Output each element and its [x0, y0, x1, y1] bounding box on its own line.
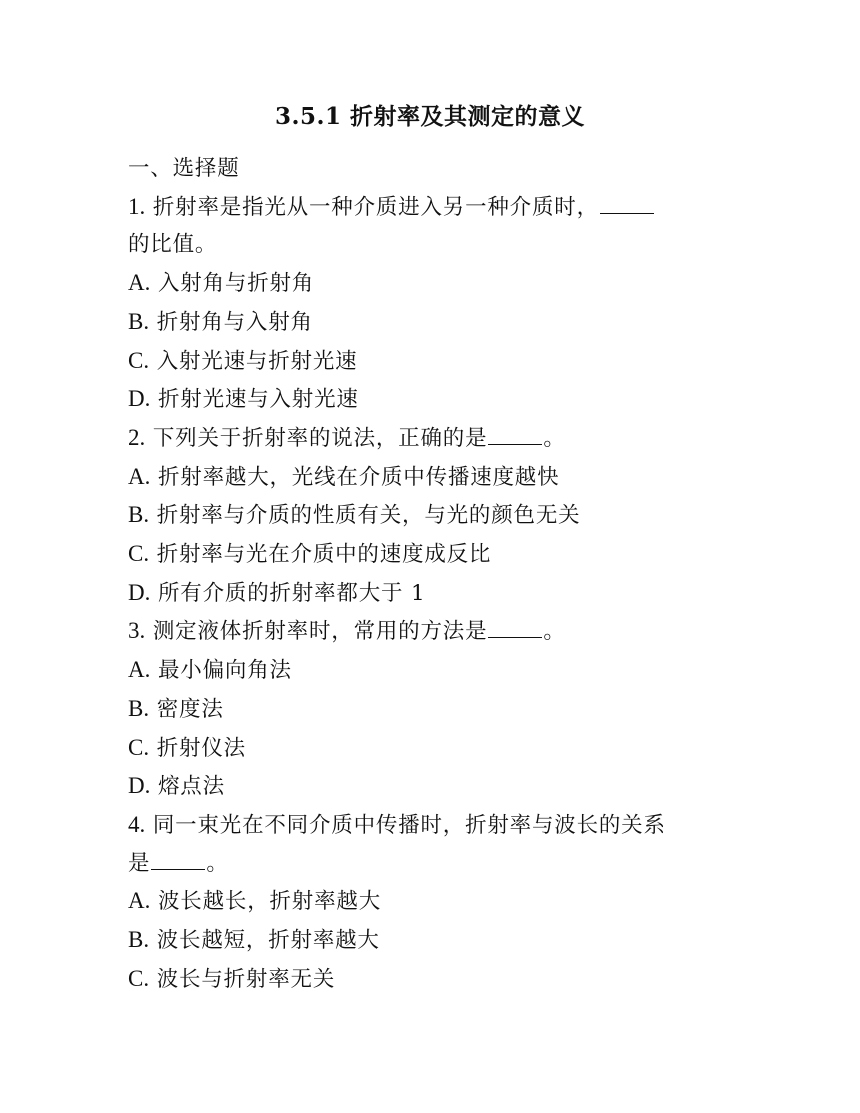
option-text: 折射角与入射角 — [149, 309, 313, 335]
option-key: C. — [128, 347, 150, 373]
answer-blank — [488, 615, 542, 638]
option-text: 入射角与折射角 — [150, 271, 315, 297]
document-title: 3.5.1 折射率及其测定的意义 — [274, 103, 586, 130]
question-4-option-c — [128, 960, 748, 999]
option-key: B. — [128, 308, 150, 334]
option-text: 折射光速与入射光速 — [150, 387, 359, 413]
question-1-stem-continued: 的比值。 — [128, 232, 218, 258]
option-key: A. — [128, 888, 151, 914]
question-3-option-a — [128, 651, 748, 690]
question-number: 3. — [128, 618, 146, 644]
question-1-option-d — [128, 380, 748, 419]
question-4-stem — [128, 806, 748, 845]
option-key: C. — [128, 734, 150, 760]
question-2-option-c — [128, 535, 748, 574]
option-text: 波长与折射率无关 — [149, 966, 336, 992]
question-text-end: 。 — [206, 850, 229, 876]
question-4-option-a — [128, 882, 748, 921]
question-3-option-d — [128, 767, 748, 806]
option-key: B. — [128, 695, 150, 721]
section-heading: 一、选择题 — [128, 156, 240, 181]
option-key: C. — [128, 541, 150, 567]
option-key: A. — [128, 657, 151, 683]
question-text: 同一束光在不同介质中传播时，折射率与波长的关系 — [145, 812, 666, 838]
question-2-stem — [128, 419, 748, 458]
question-text: 是 — [128, 850, 151, 876]
question-text-end: 。 — [543, 619, 566, 645]
question-text: 下列关于折射率的说法，正确的是 — [145, 425, 488, 451]
question-text-end: 。 — [543, 425, 566, 451]
option-text: 折射率越大，光线在介质中传播速度越快 — [150, 464, 560, 490]
question-2-option-b — [128, 496, 748, 535]
question-1-stem — [128, 188, 748, 227]
option-key: B. — [128, 927, 150, 953]
question-4-stem-continued — [128, 845, 748, 883]
option-key: D. — [128, 386, 151, 412]
answer-blank — [488, 422, 542, 445]
option-text: 密度法 — [149, 696, 224, 722]
question-text: 折射率是指光从一种介质进入另一种介质时， — [145, 194, 599, 220]
question-1-option-b — [128, 303, 748, 342]
question-3-option-c — [128, 729, 748, 768]
option-text: 最小偏向角法 — [150, 658, 292, 684]
option-text: 入射光速与折射光速 — [149, 348, 358, 374]
question-2-option-a — [128, 458, 748, 497]
option-text: 所有介质的折射率都大于 1 — [150, 580, 426, 606]
option-text: 折射仪法 — [149, 735, 246, 761]
option-text: 熔点法 — [150, 774, 225, 800]
question-3-stem — [128, 612, 748, 651]
question-text: 测定液体折射率时，常用的方法是 — [145, 619, 488, 645]
question-1-option-a — [128, 264, 748, 303]
option-key: A. — [128, 463, 151, 489]
option-key: B. — [128, 502, 150, 528]
question-number: 2. — [128, 424, 146, 450]
option-key: D. — [128, 579, 151, 605]
option-text: 波长越长，折射率越大 — [150, 889, 382, 915]
option-key: A. — [128, 270, 151, 296]
answer-blank — [151, 847, 205, 870]
question-2-option-d — [128, 574, 748, 613]
option-text: 波长越短，折射率越大 — [149, 928, 380, 954]
option-text: 折射率与光在介质中的速度成反比 — [149, 542, 492, 568]
option-key: D. — [128, 773, 151, 799]
question-4-option-b — [128, 921, 748, 960]
option-text: 折射率与介质的性质有关，与光的颜色无关 — [149, 503, 581, 529]
question-number: 1. — [128, 193, 146, 219]
answer-blank — [600, 191, 654, 214]
question-3-option-b — [128, 690, 748, 729]
option-key: C. — [128, 965, 150, 991]
question-number: 4. — [128, 811, 146, 837]
question-list — [128, 150, 748, 998]
question-1-option-c — [128, 342, 748, 381]
